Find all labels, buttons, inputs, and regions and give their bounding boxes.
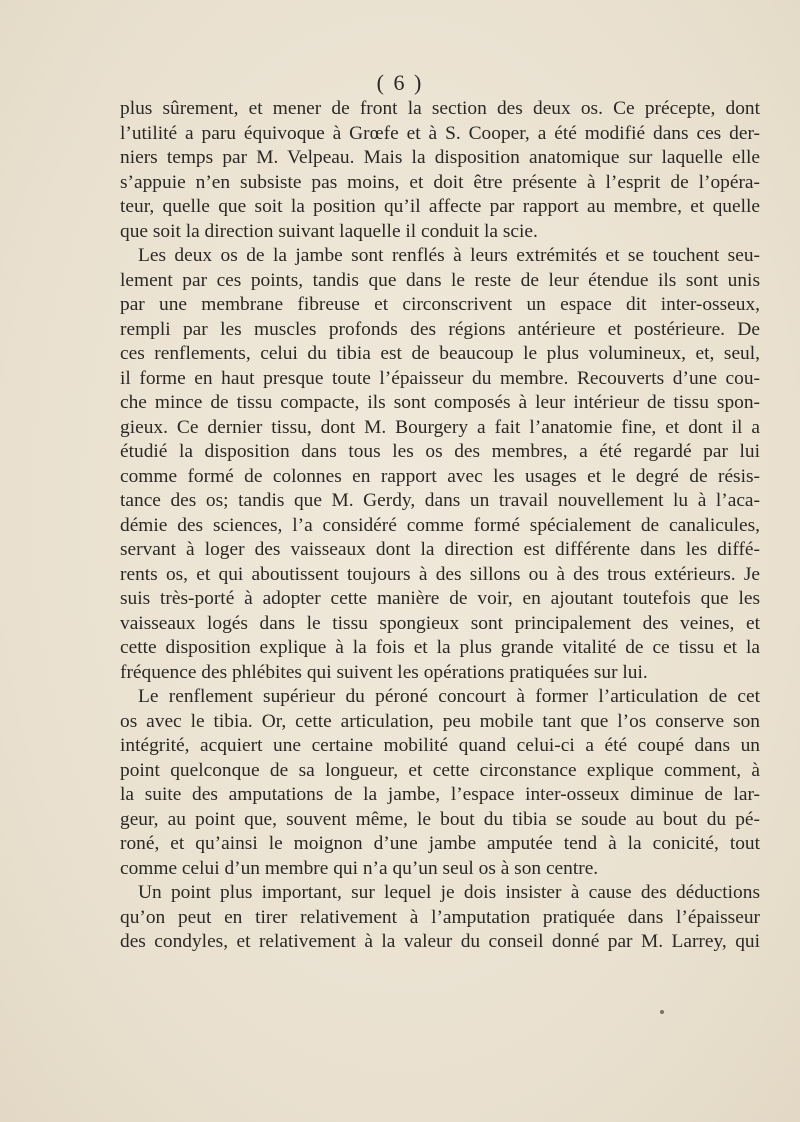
text-line: niers temps par M. Velpeau. Mais la disposition anatomique sur laquelle elle [120,147,760,168]
text-line: l’utilité a paru équivoque à Grœfe et à S. Cooper, a été modifié dans ces der- [120,122,760,144]
ink-spot [660,1010,664,1014]
text-line: des condyles, et relativement à la valeur du conseil donné par M. Larrey, qui [120,931,760,952]
paragraph-start-line: Le renflement supérieur du péroné concourt à former l’articulation de cet [138,686,760,707]
text-line: tance des os; tandis que M. Gerdy, dans un travail nouvellement lu à l’aca- [120,490,760,511]
paragraph-start-line: Les deux os de la jambe sont renflés à leurs extrémités et se touchent seu- [138,245,760,266]
text-line: qu’on peut en tirer relativement à l’amputation pratiquée dans l’épaisseur [120,906,760,928]
text-line: s’appuie n’en subsiste pas moins, et doit être présente à l’esprit de l’opéra- [120,171,760,193]
text-line: la suite des amputations de la jambe, l’espace inter-osseux diminue de lar- [120,784,760,805]
text-line: démie des sciences, l’a considéré comme formé spécialement de canalicules, [120,514,760,536]
text-line: comme formé de colonnes en rapport avec les usages et le degré de résis- [120,465,760,487]
text-line: roné, et qu’ainsi le moignon d’une jambe amputée tend à la conicité, tout [120,833,760,854]
text-line: fréquence des phlébites qui suivent les opérations pratiquées sur lui. [120,661,648,683]
text-line: plus sûrement, et mener de front la section des deux os. Ce précepte, dont [120,98,760,119]
text-line: rents os, et qui aboutissent toujours à des sillons ou à des trous extérieurs. Je [120,563,760,585]
paragraph-start-line: Un point plus important, sur lequel je dois insister à cause des déductions [138,882,760,903]
text-line: ces renflements, celui du tibia est de beaucoup le plus volumineux, et, seul, [120,343,760,364]
body-text [120,97,760,955]
text-line: servant à loger des vaisseaux dont la direction est différente dans les diffé- [120,539,760,560]
text-line: geur, au point que, souvent même, le bout du tibia se soude au bout du pé- [120,808,760,830]
text-line: gieux. Ce dernier tissu, dont M. Bourgery a fait l’anatomie fine, et dont il a [120,416,760,438]
text-line: rempli par les muscles profonds des régions antérieure et postérieure. De [120,318,760,340]
text-line: intégrité, acquiert une certaine mobilité quand celui-ci a été coupé dans un [120,735,760,756]
text-line: lement par ces points, tandis que dans le reste de leur étendue ils sont unis [120,269,760,291]
text-line: étudié la disposition dans tous les os des membres, a été regardé par lui [120,441,760,462]
page-number: ( 6 ) [376,70,424,95]
text-line: suis très-porté à adopter cette manière de voir, en ajoutant toutefois que les [120,588,760,609]
text-line: os avec le tibia. Or, cette articulation, peu mobile tant que l’os conserve son [120,710,760,732]
text-line: il forme en haut presque toute l’épaisseur du membre. Recouverts d’une cou- [120,367,760,389]
text-line: comme celui d’un membre qui n’a qu’un seul os à son centre. [120,857,599,879]
text-line: point quelconque de sa longueur, et cette circonstance explique comment, à [120,759,760,781]
text-line: che mince de tissu compacte, ils sont composés à leur intérieur de tissu spon- [120,392,760,413]
text-line: teur, quelle que soit la position qu’il affecte par rapport au membre, et quelle [120,196,760,217]
text-line: que soit la direction suivant laquelle il conduit la scie. [120,220,538,242]
text-line: cette disposition explique à la fois et la plus grande vitalité de ce tissu et la [120,637,760,658]
text-line: vaisseaux logés dans le tissu spongieux sont principalement des veines, et [120,612,760,634]
text-line: par une membrane fibreuse et circonscrivent un espace dit inter-osseux, [120,294,760,315]
